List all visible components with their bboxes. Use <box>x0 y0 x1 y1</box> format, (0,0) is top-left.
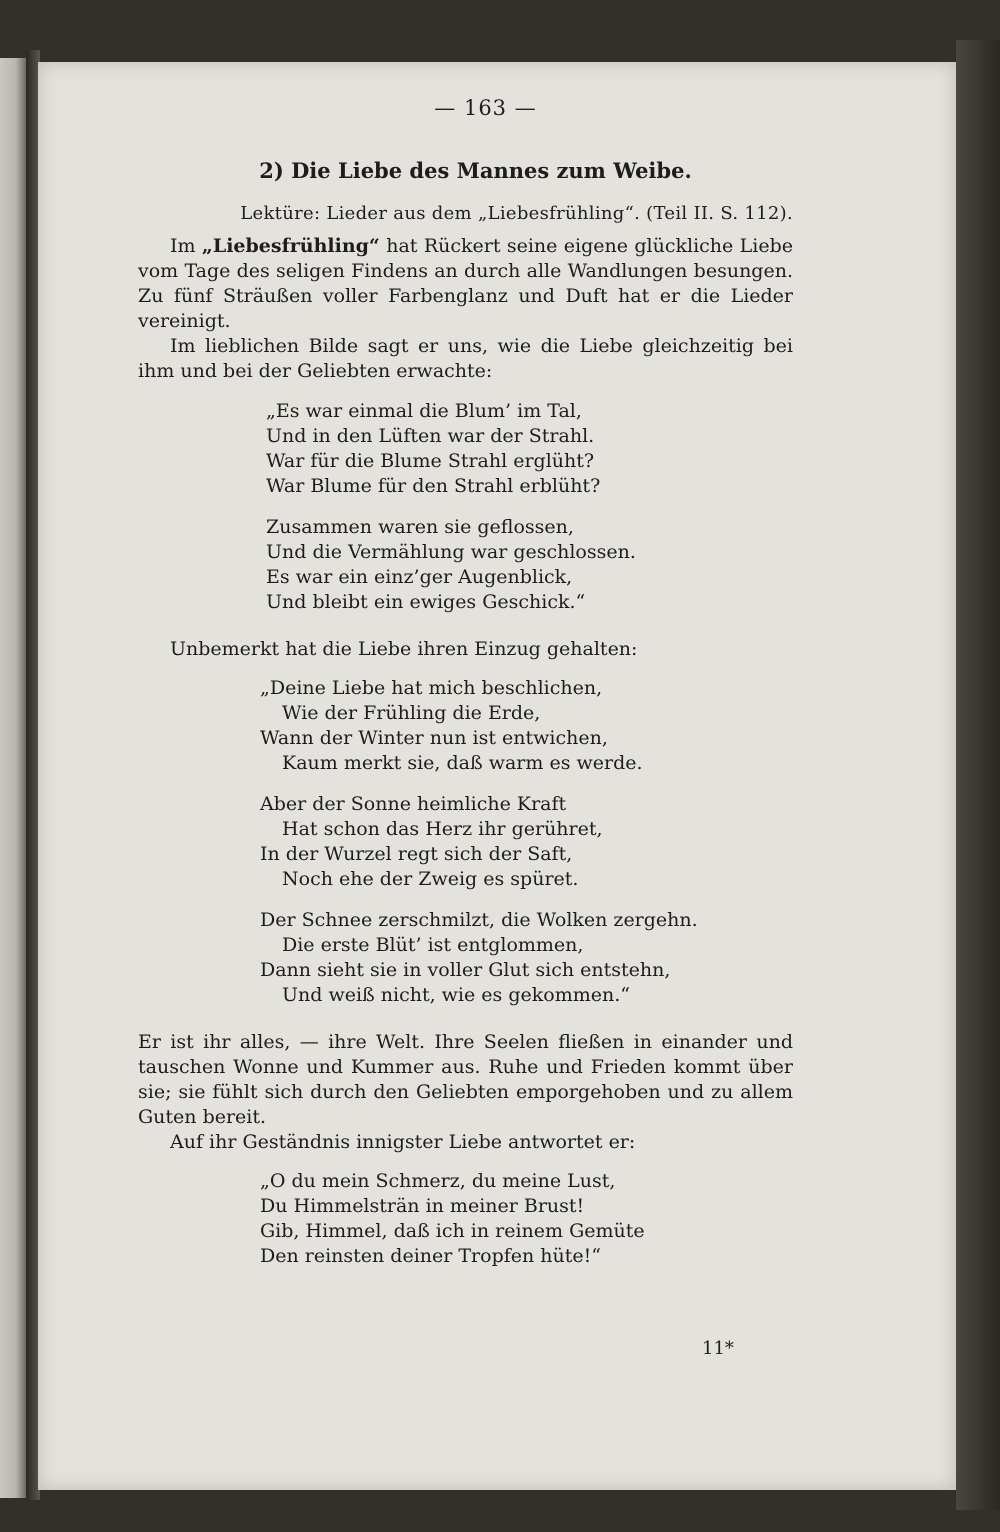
poem-line: War für die Blume Strahl erglüht? <box>266 450 595 472</box>
section-heading: 2) Die Liebe des Mannes zum Weibe. <box>259 158 692 183</box>
poem3-stanza1 <box>260 1169 793 1269</box>
poem-line: Wie der Frühling die Erde, <box>282 702 541 724</box>
poem-line: Der Schnee zerschmilzt, die Wolken zergehn. <box>260 909 698 931</box>
poem-line: War Blume für den Strahl erblüht? <box>266 475 601 497</box>
poem1-stanza2 <box>266 515 793 615</box>
poem-line: Und in den Lüften war der Strahl. <box>266 425 595 447</box>
poem2-stanza3 <box>260 908 793 1008</box>
poem-line: Die erste Blüt’ ist entglommen, <box>282 934 584 956</box>
poem-line: Und bleibt ein ewiges Geschick.“ <box>266 591 586 613</box>
poem-line: Und die Vermählung war geschlossen. <box>266 541 636 563</box>
paragraph-image: Im lieblichen Bilde sagt er uns, wie die Liebe gleichzeitig bei ihm und bei der Geliebten erwachte: <box>138 335 793 382</box>
paragraph-confession: Auf ihr Geständnis innigster Liebe antwortet er: <box>170 1131 636 1153</box>
poem-line: Wann der Winter nun ist entwichen, <box>260 727 608 749</box>
poem-line: Du Himmelsträn in meiner Brust! <box>260 1195 585 1217</box>
paragraph-intro <box>138 234 793 334</box>
reading-reference: Lektüre: Lieder aus dem „Liebesfrühling“. (Teil II. S. 112). <box>240 203 793 224</box>
poem2-stanza1 <box>260 676 793 776</box>
poem-line: Den reinsten deiner Tropfen hüte!“ <box>260 1245 601 1267</box>
page-number: — 163 — <box>434 96 537 120</box>
poem-line: „Deine Liebe hat mich beschlichen, <box>260 677 603 699</box>
poem-line: Kaum merkt sie, daß warm es werde. <box>282 752 643 774</box>
poem-line: „Es war einmal die Blum’ im Tal, <box>266 400 582 422</box>
paragraph-intro-start: Im <box>170 235 202 257</box>
poem-line: Und weiß nicht, wie es gekommen.“ <box>282 984 630 1006</box>
poem-line: Aber der Sonne heimliche Kraft <box>260 793 567 815</box>
poem-line: Noch ehe der Zweig es spüret. <box>282 868 579 890</box>
poem-line: Gib, Himmel, daß ich in reinem Gemüte <box>260 1220 645 1242</box>
poem1-stanza1 <box>266 399 793 499</box>
signature-mark: 11* <box>702 1338 734 1359</box>
page-content <box>138 96 793 1269</box>
poem-line: „O du mein Schmerz, du meine Lust, <box>260 1170 616 1192</box>
poem-line: In der Wurzel regt sich der Saft, <box>260 843 573 865</box>
poem2-stanza2 <box>260 792 793 892</box>
book-title-bold: „Liebesfrühling“ <box>201 235 380 257</box>
paragraph-unnoticed: Unbemerkt hat die Liebe ihren Einzug gehalten: <box>170 638 638 660</box>
poem-line: Hat schon das Herz ihr gerühret, <box>282 818 603 840</box>
left-page-edge <box>0 58 26 1498</box>
paragraph-world: Er ist ihr alles, — ihre Welt. Ihre Seelen fließen in einander und tauschen Wonne und Kummer aus. Ruhe und Frieden kommt über sie; sie fühlt sich durch den Geliebten emporgehoben und zu allem Guten bereit. <box>138 1031 793 1128</box>
poem-line: Es war ein einz’ger Augenblick, <box>266 566 573 588</box>
poem-line: Zusammen waren sie geflossen, <box>266 516 574 538</box>
book-cover-edge <box>956 40 1000 1510</box>
poem-line: Dann sieht sie in voller Glut sich entstehn, <box>260 959 671 981</box>
paragraph-intro-rest: hat Rückert seine eigene glückliche Liebe vom Tage des seligen Findens an durch alle Wandlungen besungen. Zu fünf Sträußen voller Farbenglanz und Duft hat er die Lieder vereinigt. <box>138 235 794 332</box>
